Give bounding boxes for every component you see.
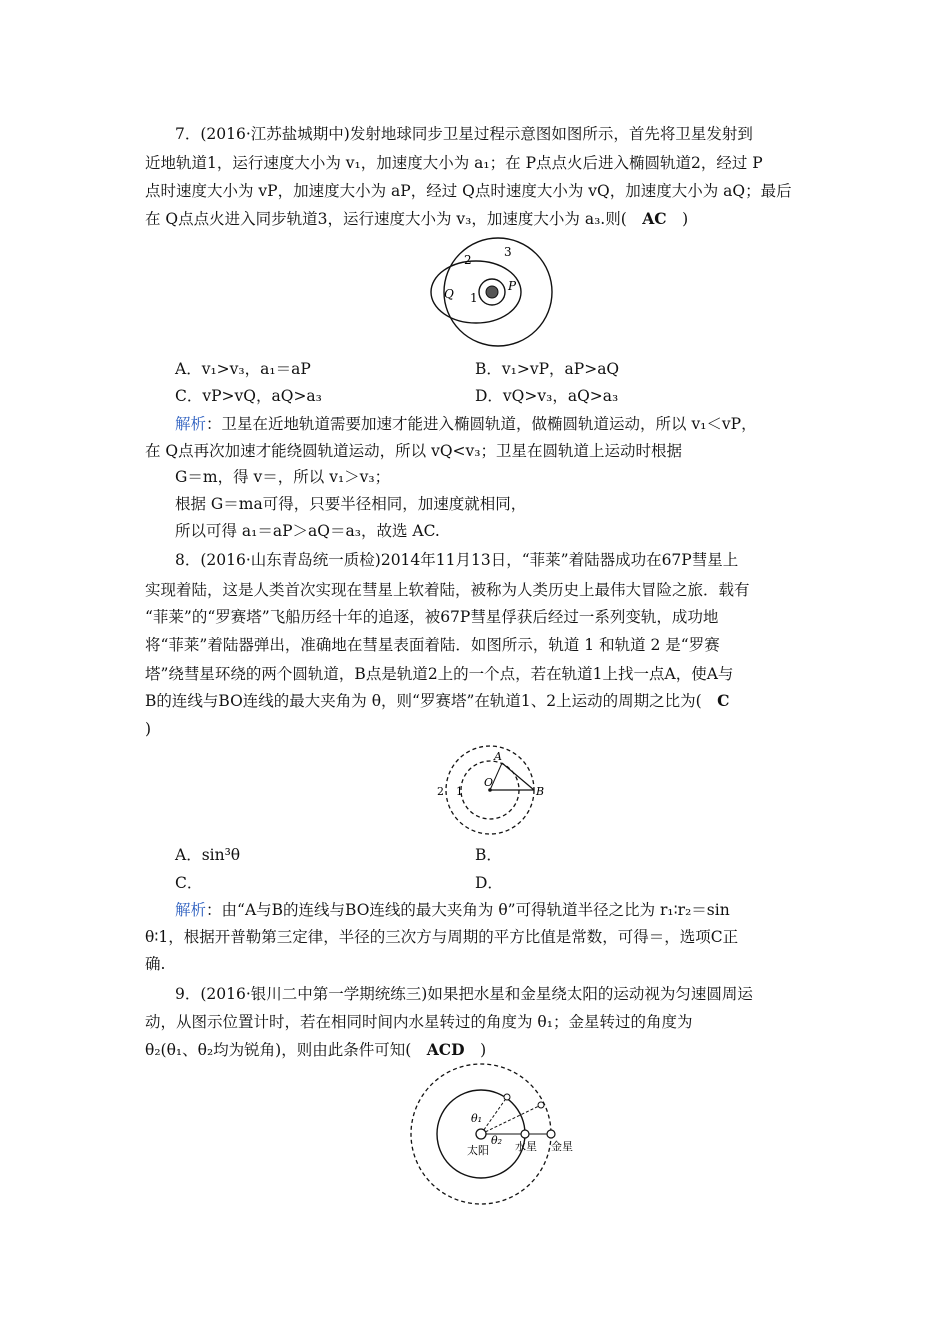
q7-option-a: A．v₁>v₃，a₁＝aP: [175, 360, 311, 378]
q7-option-c: C．vP>vQ，aQ>a₃: [175, 387, 322, 405]
q8-option-b: B．: [475, 846, 502, 864]
q7-line-1: 7．(2016·江苏盐城期中)发射地球同步卫星过程示意图如图所示，首先将卫星发射到: [175, 125, 753, 143]
q7-label-3: 3: [504, 245, 512, 259]
q7-analysis-label: 解析: [175, 415, 207, 433]
q7-analysis-4: 根据 G＝ma可得，只要半径相同，加速度就相同，: [175, 495, 527, 513]
q7-answer: AC: [642, 209, 667, 228]
q8-line-ab: [502, 763, 534, 790]
q9-label-theta1: θ₁: [471, 1112, 483, 1125]
q9-mercury-ray: [481, 1097, 507, 1134]
q8-orbit-figure: [432, 744, 550, 836]
q9-answer-close: ): [464, 1041, 487, 1059]
q8-line-5: 塔”绕彗星环绕的两个圆轨道，B点是轨道2上的一个点，若在轨道1上找一点A，使A与: [145, 665, 734, 683]
q7-line-3: 点时速度大小为 vP，加速度大小为 aP，经过 Q点时速度大小为 vQ，加速度大小为 aQ；最后: [145, 182, 792, 200]
q7-analysis-3: G＝m，得 v＝，所以 v₁＞v₃；: [175, 468, 391, 486]
q8-line-6: [145, 691, 730, 711]
q8-option-a: A．sin³θ: [175, 846, 241, 864]
q7-label-2: 2: [464, 253, 472, 267]
q8-option-d: D．: [475, 874, 503, 892]
q9-venus-later: [538, 1102, 544, 1108]
q8-analysis-label: 解析: [175, 901, 207, 919]
q9-planet-figure: [405, 1062, 587, 1208]
q8-analysis-1: [175, 900, 730, 920]
q9-venus-ray: [481, 1105, 541, 1134]
q7-analysis-1: [175, 414, 757, 434]
q9-label-venus: 金星: [551, 1140, 573, 1153]
q8-option-c: C．: [175, 874, 203, 892]
q9-line-1: 9．(2016·银川二中第一学期统练三)如果把水星和金星绕太阳的运动视为匀速圆周运: [175, 985, 753, 1003]
q8-label-o: O: [484, 776, 494, 789]
q9-sun: [476, 1129, 486, 1139]
q8-line-4: 将“菲莱”着陆器弹出，准确地在彗星表面着陆．如图所示，轨道 1 和轨道 2 是“罗赛: [145, 636, 720, 654]
q7-analysis-2: 在 Q点再次加速才能绕圆轨道运动，所以 vQ<v₃；卫星在圆轨道上运动时根据: [145, 442, 682, 460]
q9-mercury: [521, 1130, 529, 1138]
q8-label-2: 2: [437, 785, 444, 798]
q9-label-sun: 太阳: [467, 1144, 489, 1157]
q8-analysis-3: 确.: [145, 955, 166, 973]
q7-stem-tail: 在 Q点点火进入同步轨道3，运行速度大小为 v₃，加速度大小为 a₃.则(: [145, 210, 643, 228]
q7-option-b: B．v₁>vP，aP>aQ: [475, 360, 620, 378]
q8-label-a: A: [494, 750, 502, 763]
q8-answer: C: [717, 691, 730, 710]
q7-answer-close: ): [666, 210, 689, 228]
q9-line-3: [145, 1040, 486, 1060]
q7-option-d: D．vQ>v₃，aQ>a₃: [475, 387, 619, 405]
q7-label-q: Q: [444, 287, 454, 301]
q8-line-2: 实现着陆，这是人类首次实现在彗星上软着陆，被称为人类历史上最伟大冒险之旅．载有: [145, 581, 750, 599]
q7-line-2: 近地轨道1，运行速度大小为 v₁，加速度大小为 a₁；在 P点点火后进入椭圆轨道2，经过 P: [145, 154, 763, 172]
q9-label-mercury: 水星: [515, 1140, 537, 1153]
q7-label-1: 1: [470, 291, 478, 305]
q8-label-1: 1: [456, 785, 463, 798]
q8-analysis-2: θ∶1，根据开普勒第三定律，半径的三次方与周期的平方比值是常数，可得＝，选项C正: [145, 928, 739, 946]
q9-stem-tail: θ₂(θ₁、θ₂均为锐角)，则由此条件可知(: [145, 1041, 427, 1059]
q8-analysis-text-1: ：由“A与B的连线与BO连线的最大夹角为 θ”可得轨道半径之比为 r₁∶r₂＝sin: [206, 901, 730, 919]
q7-line-4: [145, 209, 688, 229]
q8-line-1: 8．(2016·山东青岛统一质检)2014年11月13日，“菲莱”着陆器成功在67P彗星上: [175, 551, 739, 569]
q8-line-3: “菲莱”的“罗赛塔”飞船历经十年的追逐，被67P彗星俘获后经过一系列变轨，成功地: [145, 608, 719, 626]
q9-answer: ACD: [426, 1040, 465, 1059]
q7-label-p: P: [508, 279, 517, 293]
q9-mercury-later: [504, 1094, 510, 1100]
q8-stem-tail: B的连线与BO连线的最大夹角为 θ，则“罗赛塔”在轨道1、2上运动的周期之比为(: [145, 692, 718, 710]
q7-earth: [486, 286, 498, 298]
q8-label-b: B: [536, 785, 545, 798]
q9-venus: [547, 1130, 555, 1138]
q9-label-theta2: θ₂: [491, 1134, 503, 1147]
q8-line-7: ): [145, 720, 152, 738]
q9-line-2: 动，从图示位置计时，若在相同时间内水星转过的角度为 θ₁；金星转过的角度为: [145, 1013, 693, 1031]
q7-analysis-5: 所以可得 a₁＝aP＞aQ＝a₃，故选 AC.: [175, 522, 440, 540]
q7-orbit-figure: [428, 236, 568, 348]
q7-analysis-text-1: ：卫星在近地轨道需要加速才能进入椭圆轨道，做椭圆轨道运动，所以 v₁＜vP，: [206, 415, 757, 433]
